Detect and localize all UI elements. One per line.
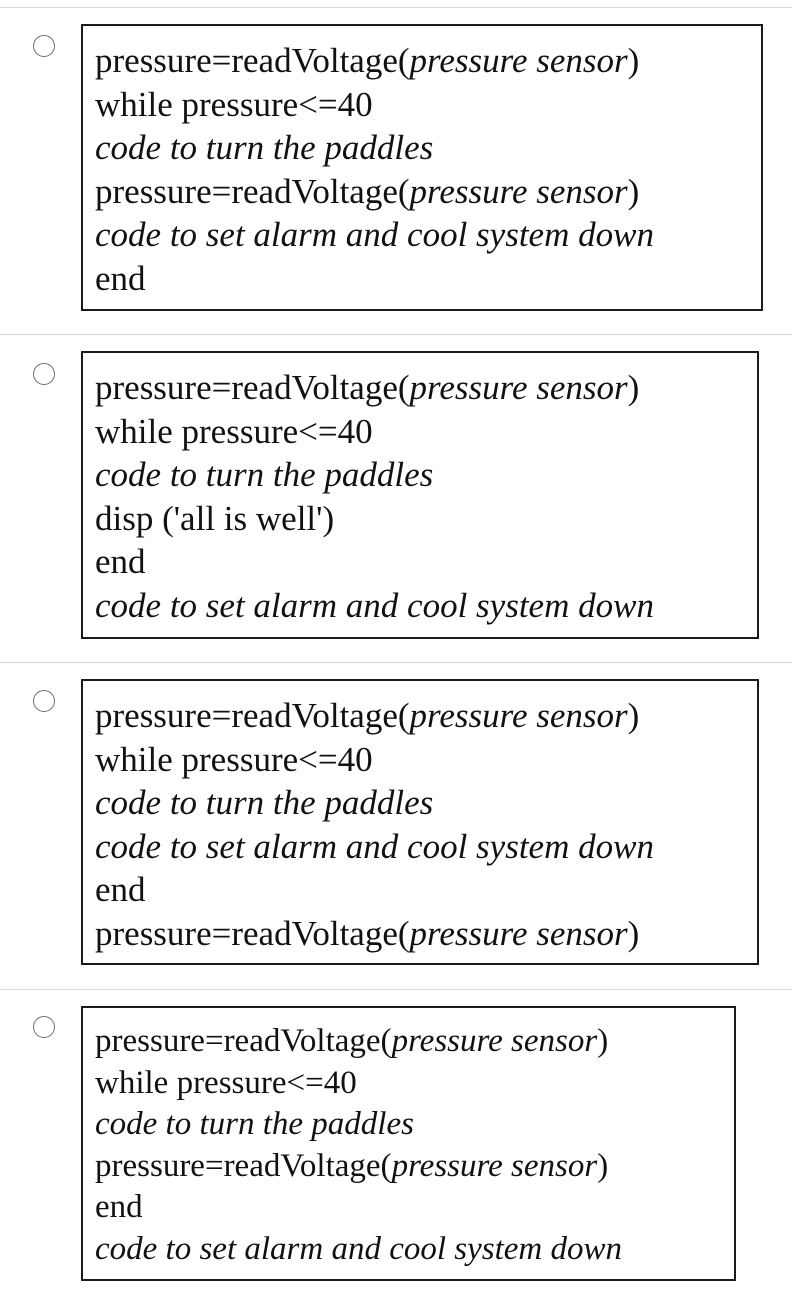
code-placeholder-text: pressure sensor bbox=[409, 41, 628, 80]
code-line bbox=[95, 126, 761, 170]
code-text: end bbox=[95, 1189, 143, 1225]
option-code-box bbox=[81, 1006, 736, 1281]
code-line bbox=[95, 868, 757, 912]
code-text: pressure=readVoltage( bbox=[95, 696, 410, 735]
option-radio-button[interactable] bbox=[33, 690, 55, 712]
code-text: pressure=readVoltage( bbox=[95, 913, 410, 953]
code-placeholder-text: pressure sensor bbox=[391, 1023, 598, 1059]
code-text: while pressure<=40 bbox=[95, 1064, 357, 1101]
code-placeholder-text: code to turn the paddles bbox=[95, 1106, 414, 1142]
code-line bbox=[95, 213, 761, 257]
code-line bbox=[95, 1021, 734, 1063]
code-placeholder-text: code to set alarm and cool system down bbox=[95, 1230, 623, 1267]
code-line bbox=[95, 1146, 734, 1188]
code-text: pressure=readVoltage( bbox=[95, 1147, 392, 1184]
code-line bbox=[95, 1229, 734, 1271]
code-text: pressure=readVoltage( bbox=[95, 1023, 392, 1059]
code-text: end bbox=[95, 870, 146, 909]
code-text: while pressure<=40 bbox=[95, 84, 373, 124]
code-placeholder-text: pressure sensor bbox=[391, 1147, 598, 1184]
option-divider bbox=[0, 334, 792, 335]
option-code-box bbox=[81, 351, 759, 639]
code-placeholder-text: code to turn the paddles bbox=[95, 455, 434, 494]
code-text: end bbox=[95, 542, 146, 581]
code-text: end bbox=[95, 258, 146, 298]
code-line bbox=[95, 694, 757, 738]
code-line bbox=[95, 1104, 734, 1146]
option-code-box bbox=[81, 24, 763, 311]
code-text: while pressure<=40 bbox=[95, 739, 373, 779]
option-radio-button[interactable] bbox=[33, 35, 55, 57]
code-line bbox=[95, 781, 757, 825]
code-placeholder-text: code to set alarm and cool system down bbox=[95, 215, 654, 254]
code-line bbox=[95, 453, 757, 497]
code-placeholder-text: code to turn the paddles bbox=[95, 783, 434, 822]
code-text: ) bbox=[597, 1023, 609, 1059]
code-placeholder-text: pressure sensor bbox=[409, 696, 628, 735]
option-divider bbox=[0, 7, 792, 8]
code-line bbox=[95, 912, 757, 956]
code-line bbox=[95, 497, 757, 541]
option-radio-button[interactable] bbox=[33, 1016, 55, 1038]
code-text: ) bbox=[627, 171, 640, 211]
code-line bbox=[95, 1187, 734, 1229]
code-line bbox=[95, 584, 757, 628]
code-line bbox=[95, 170, 761, 214]
code-text: ) bbox=[627, 913, 640, 953]
option-divider bbox=[0, 662, 792, 663]
code-text: pressure=readVoltage( bbox=[95, 41, 410, 80]
code-placeholder-text: code to set alarm and cool system down bbox=[95, 585, 654, 625]
code-placeholder-text: code to set alarm and cool system down bbox=[95, 826, 654, 866]
code-placeholder-text: code to turn the paddles bbox=[95, 128, 434, 167]
option-radio-button[interactable] bbox=[33, 363, 55, 385]
code-placeholder-text: pressure sensor bbox=[409, 913, 628, 953]
code-line bbox=[95, 825, 757, 869]
code-line bbox=[95, 39, 761, 83]
code-text: while pressure<=40 bbox=[95, 411, 373, 451]
code-line bbox=[95, 540, 757, 584]
option-divider bbox=[0, 989, 792, 990]
code-line bbox=[95, 1063, 734, 1105]
code-text: disp ('all is well') bbox=[95, 498, 335, 538]
code-line bbox=[95, 257, 761, 301]
code-text: pressure=readVoltage( bbox=[95, 171, 410, 211]
code-text: ) bbox=[597, 1147, 609, 1184]
code-line bbox=[95, 83, 761, 127]
code-placeholder-text: pressure sensor bbox=[409, 368, 628, 407]
code-line bbox=[95, 738, 757, 782]
code-text: ) bbox=[627, 696, 640, 735]
code-text: ) bbox=[627, 368, 640, 407]
code-text: ) bbox=[627, 41, 640, 80]
option-code-box bbox=[81, 679, 759, 965]
code-line bbox=[95, 410, 757, 454]
code-placeholder-text: pressure sensor bbox=[409, 171, 628, 211]
code-line bbox=[95, 366, 757, 410]
code-text: pressure=readVoltage( bbox=[95, 368, 410, 407]
